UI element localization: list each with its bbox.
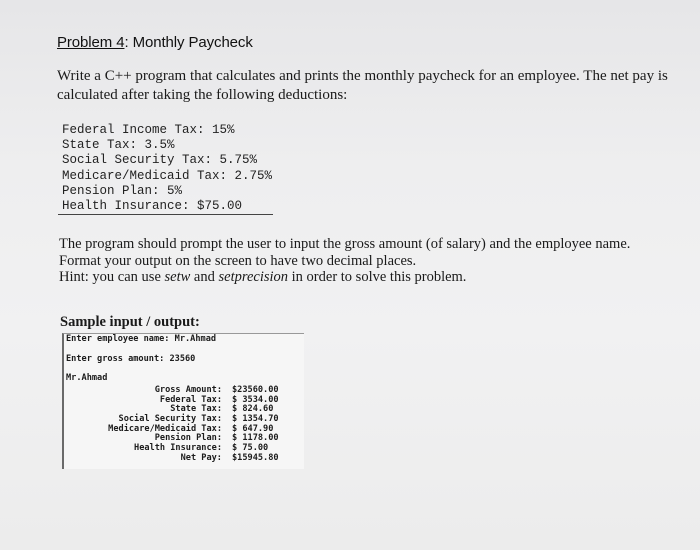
console-output [62,333,304,469]
requirement-line-1: The program should prompt the user to input the gross amount (of salary) and the employee name. [59,236,631,252]
console-row: Health Insurance: $ 75.00 [134,443,269,454]
console-row: Gross Amount: $23560.00 [154,385,279,395]
console-summary [64,386,279,464]
console-enter-name: Enter employee name: Mr.Ahmad [66,334,217,344]
description-line-1: Write a C++ program that calculates and prints the monthly paycheck for an employee. The net pay is [57,68,668,84]
sample-heading: Sample input / output: [60,314,200,330]
deduction-health-insurance: Health Insurance: $75.00 [62,199,243,214]
section-divider [58,214,273,215]
requirement-line-2: Format your output on the screen to have two decimal places. [59,252,417,269]
console-row: Net Pay: $15945.80 [180,452,279,463]
hint-setprecision: setprecision [218,269,289,285]
console-row: Social Security Tax: $ 1354.70 [118,414,279,425]
deduction-pension-plan: Pension Plan: 5% [62,183,183,198]
console-row: Medicare/Medicaid Tax: $ 647.90 [108,423,274,434]
deductions-list [62,123,272,214]
problem-title-text: : Monthly Paycheck [124,34,253,51]
console-row: State Tax: $ 824.60 [170,404,274,415]
deduction-medicare-tax: Medicare/Medicaid Tax: 2.75% [62,168,273,183]
console-row: Pension Plan: $ 1178.00 [154,433,279,444]
hint-suffix: in order to solve this problem. [288,269,467,285]
console-name-echo: Mr.Ahmad [66,373,108,383]
deduction-federal-income-tax: Federal Income Tax: 15% [62,123,235,137]
console-row: Federal Tax: $ 3534.00 [159,394,279,405]
deduction-social-security-tax: Social Security Tax: 5.75% [62,153,258,168]
problem-title [57,34,253,51]
hint-prefix: Hint: you can use [59,269,165,285]
deduction-state-tax: State Tax: 3.5% [62,138,175,153]
description-line-2: calculated after taking the following deductions: [57,87,348,103]
problem-description [57,67,697,105]
console-enter-gross: Enter gross amount: 23560 [66,354,196,364]
hint-and: and [190,269,219,285]
problem-number: Problem 4 [57,34,125,51]
hint-line [59,269,699,286]
program-requirements [59,236,699,286]
hint-setw: setw [164,269,191,285]
